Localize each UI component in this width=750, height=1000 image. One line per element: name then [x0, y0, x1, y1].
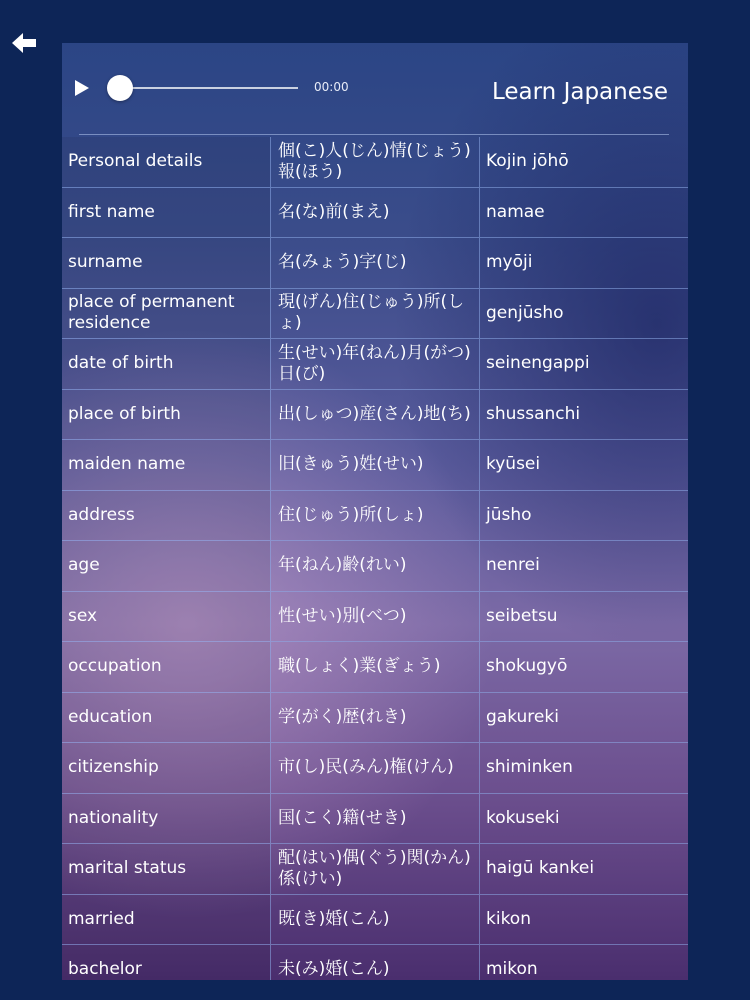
table-row[interactable]: [62, 844, 688, 895]
english-cell: bachelor: [62, 945, 270, 980]
japanese-cell: 住(じゅう)所(しょ): [270, 491, 480, 541]
japanese-cell: 未(み)婚(こん): [270, 945, 480, 980]
english-cell: occupation: [62, 642, 270, 692]
romaji-cell: namae: [486, 201, 545, 222]
japanese-cell: 現(げん)住(じゅう)所(しょ): [270, 289, 480, 339]
english-cell: place of birth: [62, 390, 270, 440]
english-cell: sex: [62, 592, 270, 642]
table-row[interactable]: [62, 491, 688, 542]
romaji-cell: gakureki: [486, 706, 559, 727]
audio-time: 00:00: [314, 80, 349, 94]
table-row[interactable]: [62, 440, 688, 491]
table-row[interactable]: [62, 238, 688, 289]
romaji-cell: seibetsu: [486, 605, 558, 626]
romaji-cell: mikon: [486, 959, 538, 980]
english-cell: age: [62, 541, 270, 591]
japanese-cell: 名(みょう)字(じ): [270, 238, 480, 288]
audio-progress-slider[interactable]: [120, 87, 298, 89]
table-row[interactable]: [62, 390, 688, 441]
japanese-cell: 性(せい)別(べつ): [270, 592, 480, 642]
japanese-cell: 既(き)婚(こん): [270, 895, 480, 945]
english-cell: address: [62, 491, 270, 541]
romaji-cell: Kojin jōhō: [486, 151, 569, 172]
play-icon: [74, 79, 90, 97]
table-row[interactable]: [62, 541, 688, 592]
table-row[interactable]: [62, 289, 688, 340]
japanese-cell: 職(しょく)業(ぎょう): [270, 642, 480, 692]
table-row[interactable]: [62, 592, 688, 643]
romaji-cell: haigū kankei: [486, 858, 595, 879]
english-cell: first name: [62, 188, 270, 238]
english-cell: married: [62, 895, 270, 945]
english-cell: Personal details: [62, 137, 270, 187]
header-divider: [79, 134, 669, 135]
phrase-table: [62, 137, 688, 980]
romaji-cell: jūsho: [486, 504, 532, 525]
japanese-cell: 名(な)前(まえ): [270, 188, 480, 238]
japanese-cell: 国(こく)籍(せき): [270, 794, 480, 844]
table-row[interactable]: [62, 642, 688, 693]
japanese-cell: 年(ねん)齢(れい): [270, 541, 480, 591]
english-cell: education: [62, 693, 270, 743]
english-cell: maiden name: [62, 440, 270, 490]
player-header: [62, 43, 688, 135]
romaji-cell: kikon: [486, 908, 531, 929]
romaji-cell: genjūsho: [486, 302, 564, 323]
japanese-cell: 個(こ)人(じん)情(じょう)報(ほう): [270, 137, 480, 187]
english-cell: marital status: [62, 844, 270, 894]
english-cell: citizenship: [62, 743, 270, 793]
english-cell: date of birth: [62, 339, 270, 389]
table-row[interactable]: [62, 743, 688, 794]
romaji-cell: nenrei: [486, 555, 540, 576]
table-row[interactable]: [62, 693, 688, 744]
romaji-cell: kyūsei: [486, 454, 541, 475]
romaji-cell: shussanchi: [486, 403, 581, 424]
english-cell: surname: [62, 238, 270, 288]
table-row[interactable]: [62, 188, 688, 239]
romaji-cell: seinengappi: [486, 353, 590, 374]
page-title: Learn Japanese: [491, 79, 668, 105]
table-row[interactable]: [62, 895, 688, 946]
japanese-cell: 生(せい)年(ねん)月(がつ)日(び): [270, 339, 480, 389]
back-button[interactable]: [10, 30, 38, 56]
romaji-cell: kokuseki: [486, 807, 560, 828]
english-cell: nationality: [62, 794, 270, 844]
romaji-cell: myōji: [486, 252, 533, 273]
table-row[interactable]: [62, 339, 688, 390]
english-cell: place of permanent residence: [62, 289, 270, 339]
japanese-cell: 学(がく)歴(れき): [270, 693, 480, 743]
play-button[interactable]: [74, 79, 90, 97]
romaji-cell: shiminken: [486, 757, 573, 778]
phrase-panel: [62, 43, 688, 980]
japanese-cell: 市(し)民(みん)権(けん): [270, 743, 480, 793]
japanese-cell: 出(しゅつ)産(さん)地(ち): [270, 390, 480, 440]
audio-slider-thumb[interactable]: [107, 75, 133, 101]
table-row[interactable]: [62, 945, 688, 980]
japanese-cell: 旧(きゅう)姓(せい): [270, 440, 480, 490]
table-row[interactable]: [62, 137, 688, 188]
back-arrow-icon: [10, 30, 38, 56]
romaji-cell: shokugyō: [486, 656, 568, 677]
table-row[interactable]: [62, 794, 688, 845]
japanese-cell: 配(はい)偶(ぐう)関(かん)係(けい): [270, 844, 480, 894]
